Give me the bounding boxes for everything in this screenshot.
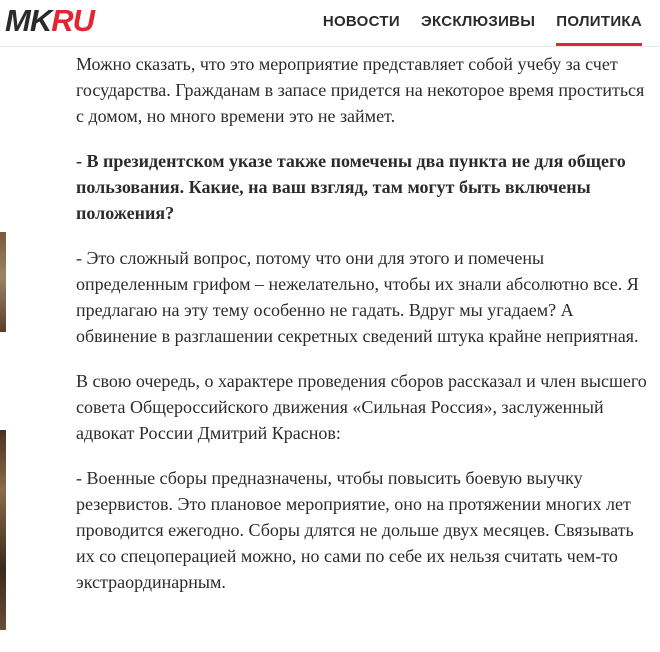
side-image-fragment [0, 430, 6, 630]
interview-question: - В президентском указе также помечены два пункта не для общего пользования. Какие, на ваш взгляд, там могут быть включены положения? [76, 151, 626, 223]
side-image-fragment [0, 232, 6, 332]
article-paragraph: Можно сказать, что это мероприятие представляет собой учебу за счет государства. Гражданам в запасе придется на некоторое время проститься с домом, но много времени это не займет. [76, 54, 645, 126]
article-paragraph: - Военные сборы предназначены, чтобы повысить боевую выучку резервистов. Это плановое мероприятие, оно на протяжении многих лет проводится ежегодно. Сборы длятся не дольше двух месяцев. Связывать их со спецоперацией можно, но сами по себе их нельзя считать чем-то экстраординарным. [76, 468, 634, 592]
site-header [0, 0, 660, 47]
article-body [76, 51, 650, 614]
main-nav [302, 0, 642, 46]
article-paragraph: - Это сложный вопрос, потому что они для этого и помечены определенным грифом – нежелательно, чтобы их знали абсолютно все. Я предлагаю на эту тему особенно не гадать. Вдруг мы угадаем? А обвинение в разглашении секретных сведений штука крайне неприятная. [76, 248, 639, 346]
nav-exclusives[interactable]: ЭКСКЛЮЗИВЫ [420, 13, 536, 30]
nav-news[interactable]: НОВОСТИ [322, 13, 400, 30]
site-logo[interactable] [5, 4, 94, 38]
logo-ru: RU [51, 3, 94, 38]
nav-politics[interactable]: ПОЛИТИКА [556, 0, 642, 46]
logo-mk: MK [5, 3, 52, 38]
article-paragraph: В свою очередь, о характере проведения сборов рассказал и член высшего совета Общероссийского движения «Сильная Россия», заслуженный адвокат России Дмитрий Краснов: [76, 371, 647, 443]
